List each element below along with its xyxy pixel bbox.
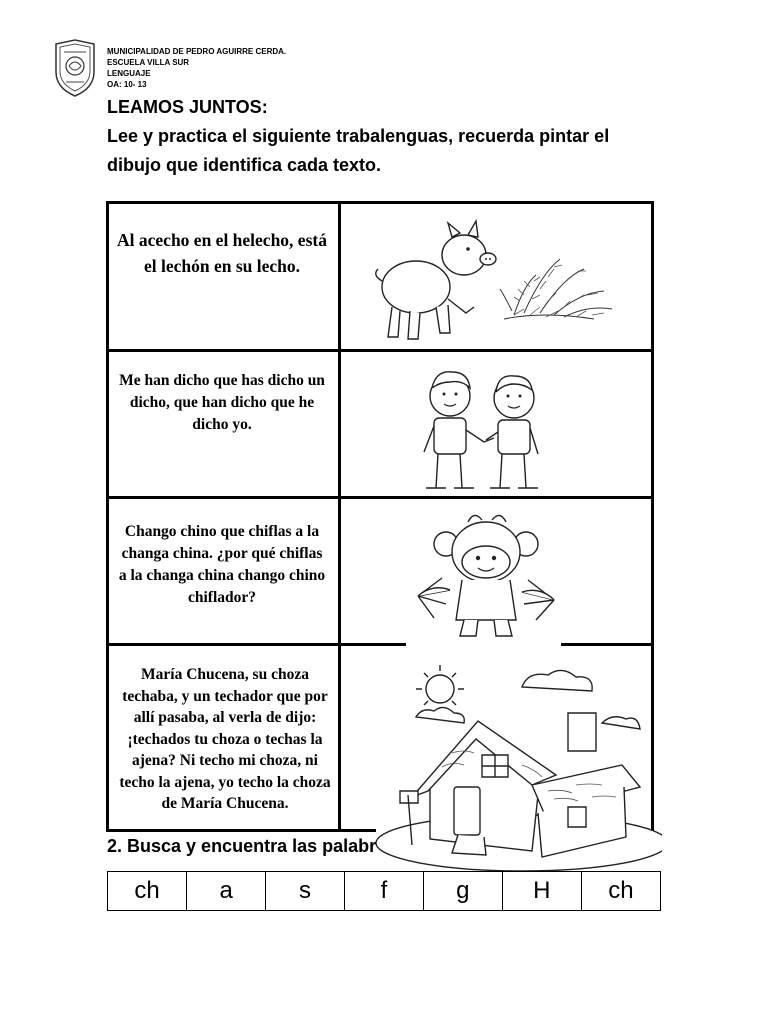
table-row [106,521,338,631]
monkey-with-fans-drawing [398,508,574,642]
table-row [106,664,338,834]
row-divider-3a [106,643,406,646]
section-2-heading: 2. Busca y encuentra las palabr [107,836,377,856]
letter-row [108,872,661,911]
letter-cell-a[interactable]: a [187,872,266,911]
page-title: LEAMOS JUNTOS: [107,97,268,117]
table-border-top [106,201,654,204]
header-school: ESCUELA VILLA SUR [107,58,190,67]
row-divider-2 [106,496,654,499]
letter-cell-ch-2[interactable]: ch [581,872,660,911]
table-center-divider [338,201,341,832]
letter-cell-g[interactable]: g [423,872,502,911]
header-subject: LENGUAJE [107,69,151,78]
letter-cell-ch[interactable]: ch [108,872,187,911]
letter-grid [107,871,661,911]
tongue-twister-table [106,201,654,832]
letter-cell-H[interactable]: H [502,872,581,911]
tongue-twister-2: Me han dicho que has dicho un dicho, que han dicho que he dicho yo. [119,372,325,433]
table-row [106,370,338,440]
instructions: Lee y practica el siguiente trabalenguas, recuerda pintar el dibujo que identifica cada texto. [107,126,610,175]
letter-cell-f[interactable]: f [345,872,424,911]
school-crest-logo [52,38,98,98]
tongue-twister-1: Al acecho en el helecho, está el lechón en su lecho. [117,230,327,276]
tongue-twister-4: María Chucena, su choza techaba, y un techador que por allí pasaba, al verla de dijo: ¡techados tu choza o techas la ajena? Ni techo mi choza, ni techo la ajena, yo techo la choza de María Chucena. [119,666,331,812]
tongue-twister-3: Chango chino que chiflas a la changa china. ¿por qué chiflas a la changa china chango chino chiflador? [118,523,326,606]
row-divider-1 [106,349,654,352]
pig-and-fern-drawing [364,215,624,345]
row-divider-3b [561,643,654,646]
house-with-sun-drawing [372,657,662,873]
header-municipality: MUNICIPALIDAD DE PEDRO AGUIRRE CERDA. [107,47,287,56]
header-objective: OA: 10- 13 [107,80,147,89]
table-row [106,227,338,287]
two-boys-handshake-drawing [406,364,566,496]
letter-cell-s[interactable]: s [266,872,345,911]
